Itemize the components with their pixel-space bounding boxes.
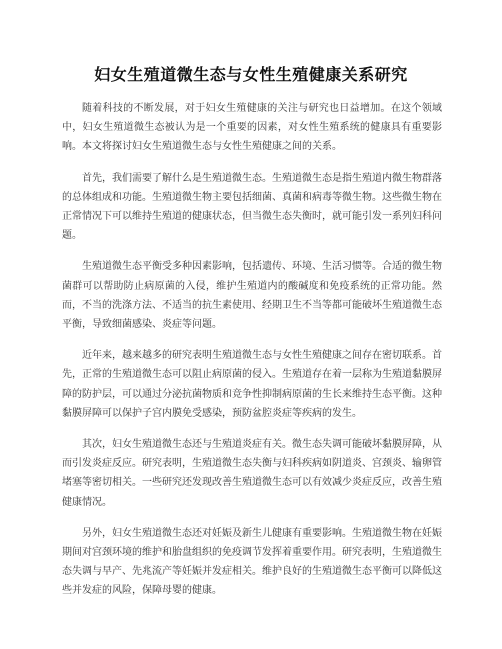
paragraph-4: 近年来，越来越多的研究表明生殖道微生态与女性生殖健康之间存在密切联系。首先，正常的生殖道微生态可以阻止病原菌的侵入。生殖道存在着一层称为生殖道黏膜屏障的防护层，可以通过分泌抗菌物质和竞争性抑制病原菌的生长来维持生态平衡。这种黏膜屏障可以保护子宫内膜免受感染，预防盆腔炎症等疾病的发生。 <box>62 350 442 419</box>
paragraph-6: 另外，妇女生殖道微生态还对妊娠及新生儿健康有重要影响。生殖道微生物在妊娠期间对宫颈环境的维护和胎盘组织的免疫调节发挥着重要作用。研究表明，生殖道微生态失调与早产、先兆流产等妊娠并发症相关。维护良好的生殖道微生态平衡可以降低这些并发症的风险，保障母婴的健康。 <box>62 527 442 597</box>
paragraph-2: 首先，我们需要了解什么是生殖道微生态。生殖道微生态是指生殖道内微生物群落的总体组成和功能。生殖道微生物主要包括细菌、真菌和病毒等微生物。这些微生物在正常情况下可以维持生殖道的健康状态，但当微生态失衡时，就可能引发一系列妇科问题。 <box>62 172 442 242</box>
document-title: 妇女生殖道微生态与女性生殖健康关系研究 <box>94 65 408 84</box>
paragraph-5: 其次，妇女生殖道微生态还与生殖道炎症有关。微生态失调可能破坏黏膜屏障，从而引发炎症反应。研究表明，生殖道微生态失衡与妇科疾病如阴道炎、宫颈炎、输卵管堵塞等密切相关。一些研究还发现改善生殖道微生态可以有效减少炎症反应，改善生殖健康情况。 <box>62 439 442 508</box>
paragraph-3: 生殖道微生态平衡受多种因素影响，包括遗传、环境、生活习惯等。合适的微生物菌群可以帮助防止病原菌的入侵，维护生殖道内的酸碱度和免疫系统的正常功能。然而，不当的洗涤方法、不适当的抗生素使用、经期卫生不当等都可能破坏生殖道微生态平衡，导致细菌感染、炎症等问题。 <box>62 261 442 331</box>
document-body <box>62 99 442 613</box>
paragraph-1: 随着科技的不断发展，对于妇女生殖健康的关注与研究也日益增加。在这个领域中，妇女生殖道微生态被认为是一个重要的因素，对女性生殖系统的健康具有重要影响。本文将探讨妇女生殖道微生态与女性生殖健康之间的关系。 <box>62 103 442 153</box>
